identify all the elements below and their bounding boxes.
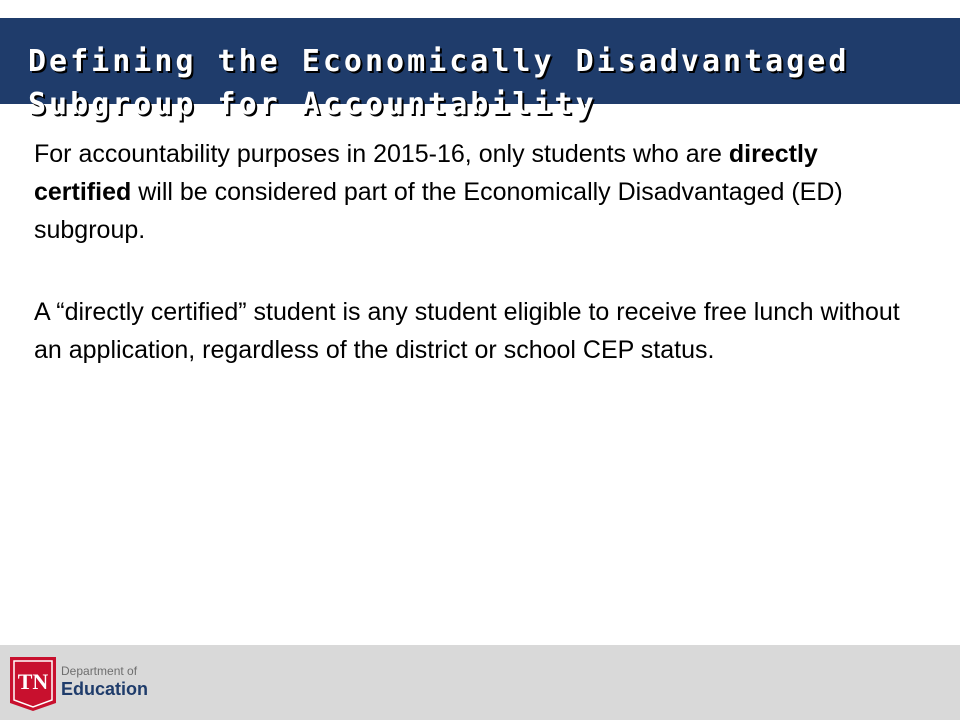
tn-department-of-education-logo <box>10 657 160 715</box>
footer-bar <box>0 645 960 720</box>
paragraph1-text-end: will be considered part of the Economically Disadvantaged (ED) subgroup. <box>34 178 843 244</box>
tn-seal-icon <box>10 657 56 711</box>
emphasis-directly-certified: directly certified <box>34 140 818 206</box>
paragraph-direct-certification <box>34 135 914 249</box>
slide-body <box>34 135 914 369</box>
tn-seal-text: TN <box>17 669 49 694</box>
title-bar <box>0 18 960 122</box>
paragraph1-text-start: For accountability purposes in 2015-16, only students who are <box>34 140 729 168</box>
logo-education-text: Education <box>61 679 149 699</box>
title-line-2: Subgroup for Accountability <box>28 87 597 122</box>
title-line-1: Defining the Economically Disadvantaged <box>28 44 850 79</box>
logo-department-text: Department of <box>61 664 138 678</box>
paragraph-definition: A “directly certified” student is any student eligible to receive free lunch without an application, regardless of the district or school CEP status. <box>34 298 900 364</box>
slide-title <box>28 40 948 126</box>
